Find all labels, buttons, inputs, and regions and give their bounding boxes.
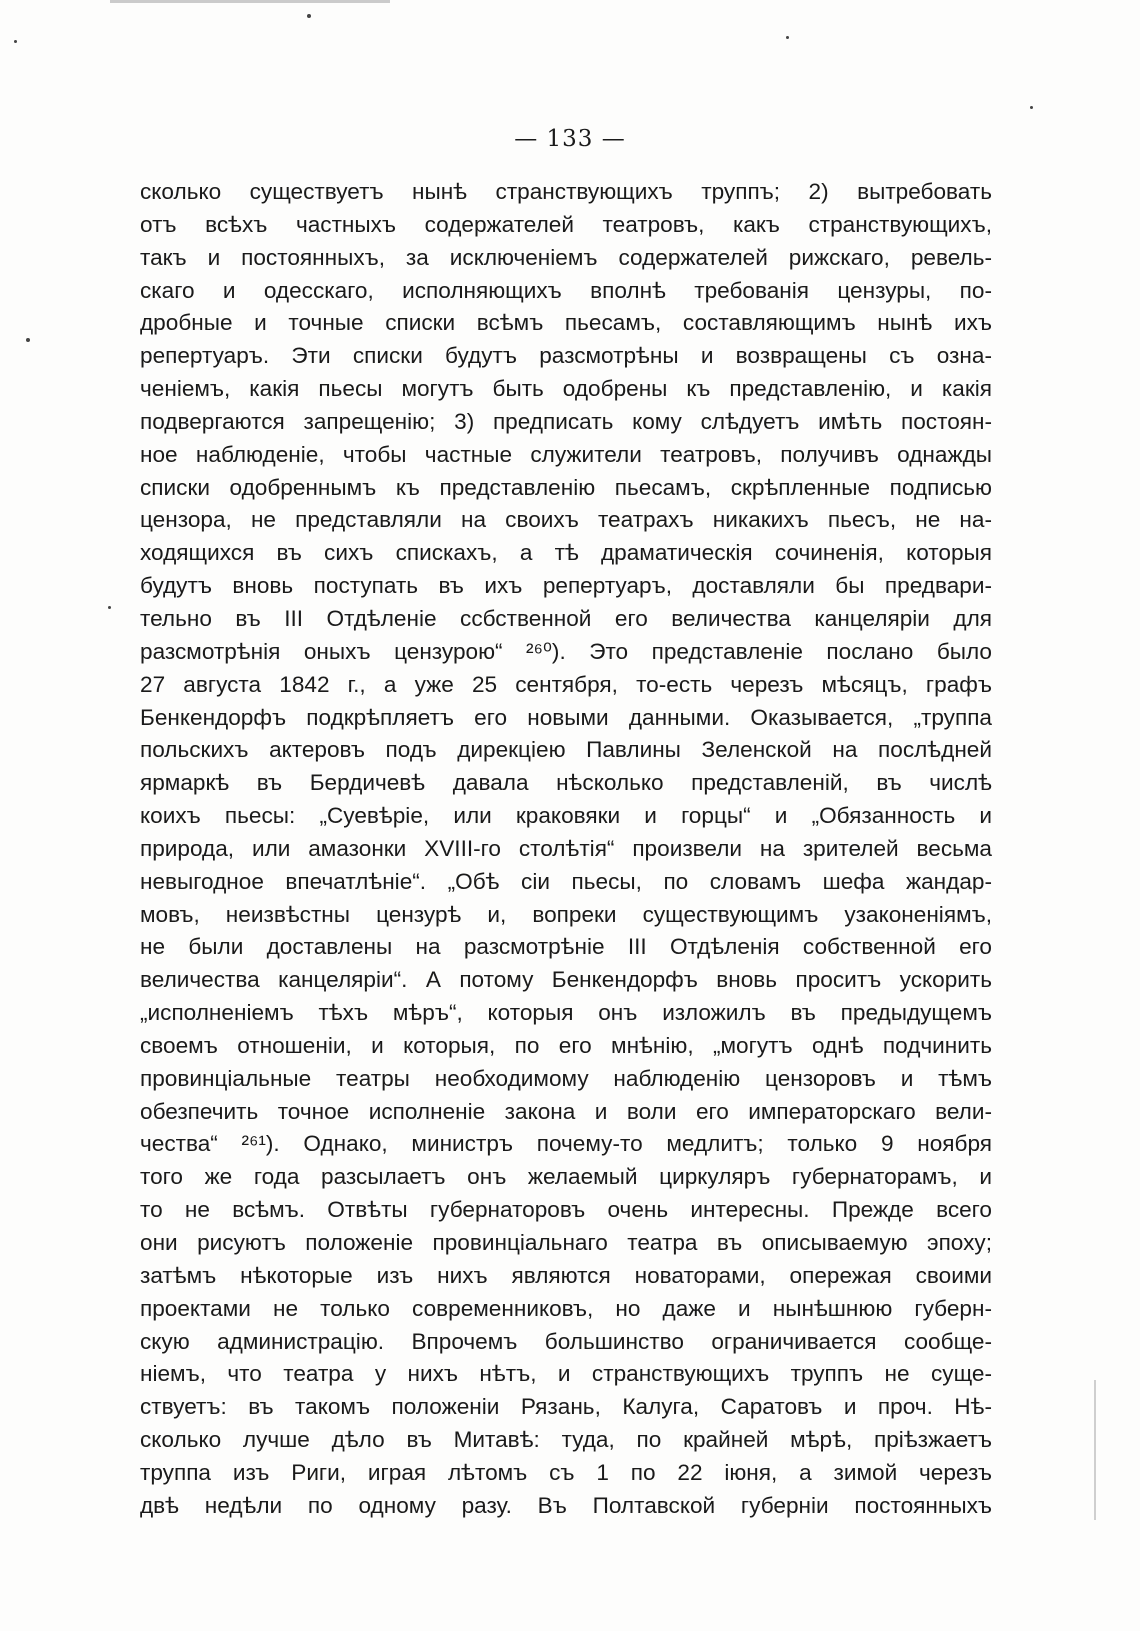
- scan-edge-mark: [1094, 1380, 1096, 1520]
- text-line: проектами не только современниковъ, но даже и нынѣшнюю губерн-: [140, 1295, 992, 1321]
- text-line: цензора, не представляли на своихъ театрахъ никакихъ пьесъ, не на-: [140, 507, 992, 533]
- text-line: подвергаются запрещенію; 3) предписать кому слѣдуетъ имѣть постоян-: [140, 408, 992, 434]
- text-line: отъ всѣхъ частныхъ содержателей театровъ, какъ странствующихъ,: [140, 211, 992, 237]
- text-line: такъ и постоянныхъ, за исключеніемъ содержателей рижскаго, ревель-: [140, 244, 992, 270]
- text-line: скую администрацію. Впрочемъ большинство ограничивается сообще-: [140, 1328, 992, 1354]
- text-line: коихъ пьесы: „Суевѣріе, или краковяки и горцы“ и „Обязанность и: [140, 803, 992, 829]
- text-line: двѣ недѣли по одному разу. Въ Полтавской губерніи постоянныхъ: [140, 1492, 992, 1518]
- scan-speck: [1030, 106, 1033, 109]
- text-line: „исполненіемъ тѣхъ мѣръ“, которыя онъ изложилъ въ предыдущемъ: [140, 1000, 992, 1026]
- text-line: списки одобреннымъ къ представленію пьесамъ, скрѣпленные подписью: [140, 474, 992, 500]
- top-edge-rule: [110, 0, 390, 3]
- scan-speck: [108, 606, 111, 609]
- text-line: будутъ вновь поступать въ ихъ репертуаръ, доставляли бы предвари-: [140, 573, 992, 599]
- text-line: скаго и одесскаго, исполняющихъ вполнѣ требованія цензуры, по-: [140, 277, 992, 303]
- text-line: репертуаръ. Эти списки будутъ разсмотрѣны и возвращены съ озна-: [140, 343, 992, 369]
- text-line: обезпечить точное исполненіе закона и воли его императорскаго вели-: [140, 1098, 992, 1124]
- text-line: сколько лучше дѣло въ Митавѣ: туда, по крайней мѣрѣ, пріѣзжаетъ: [140, 1427, 992, 1453]
- text-line: природа, или амазонки XVIII-го столѣтія“ произвели на зрителей весьма: [140, 835, 992, 861]
- text-line: ное наблюденіе, чтобы частные служители театровъ, получивъ однажды: [140, 441, 992, 467]
- text-line: невыгодное впечатлѣніе“. „Обѣ сіи пьесы, по словамъ шефа жандар-: [140, 868, 992, 894]
- text-line: 27 августа 1842 г., а уже 25 сентября, то-есть черезъ мѣсяцъ, графъ: [140, 671, 992, 697]
- text-line: сколько существуетъ нынѣ странствующихъ труппъ; 2) вытребовать: [140, 179, 992, 204]
- text-line: величества канцеляріи“. А потому Бенкендорфъ вновь проситъ ускорить: [140, 967, 992, 993]
- text-line: того же года разсылаетъ онъ желаемый циркуляръ губернаторамъ, и: [140, 1164, 992, 1190]
- text-line: польскихъ актеровъ подъ дирекціею Павлины Зеленской на послѣдней: [140, 737, 992, 763]
- text-line: ніемъ, что театра у нихъ нѣтъ, и странствующихъ труппъ не суще-: [140, 1361, 992, 1387]
- text-line: дробные и точные списки всѣмъ пьесамъ, составляющимъ нынѣ ихъ: [140, 310, 992, 336]
- scan-speck: [786, 36, 789, 39]
- text-line: ченіемъ, какія пьесы могутъ быть одобрены къ представленію, и какія: [140, 376, 992, 402]
- text-line: труппа изъ Риги, играя лѣтомъ съ 1 по 22 іюня, а зимой черезъ: [140, 1459, 992, 1485]
- page-number: — 133 —: [514, 126, 626, 152]
- scan-speck: [14, 40, 17, 43]
- scan-speck: [307, 14, 311, 18]
- text-line: провинціальные театры необходимому наблюденію цензоровъ и тѣмъ: [140, 1065, 992, 1091]
- text-line: они рисуютъ положеніе провинціальнаго театра въ описываемую эпоху;: [140, 1230, 992, 1255]
- text-line: тельно въ III Отдѣленіе ссбственной его величества канцеляріи для: [140, 605, 992, 631]
- text-line: затѣмъ нѣкоторые изъ нихъ являются новаторами, опережая своими: [140, 1262, 992, 1288]
- text-line: Бенкендорфъ подкрѣпляетъ его новыми данными. Оказывается, „труппа: [140, 704, 992, 730]
- scan-speck: [26, 338, 30, 342]
- text-line: то не всѣмъ. Отвѣты губернаторовъ очень интересны. Прежде всего: [140, 1197, 992, 1223]
- text-line: разсмотрѣнія оныхъ цензурою“ ²⁶⁰). Это представленіе послано было: [140, 638, 992, 664]
- text-line: ствуетъ: въ такомъ положеніи Рязань, Калуга, Саратовъ и проч. Нѣ-: [140, 1394, 992, 1420]
- text-line: мовъ, неизвѣстны цензурѣ и, вопреки существующимъ узаконеніямъ,: [140, 901, 992, 927]
- text-line: своемъ отношеніи, и которыя, по его мнѣнію, „могутъ однѣ подчинить: [140, 1032, 992, 1058]
- text-line: чества“ ²⁶¹). Однако, министръ почему-то медлитъ; только 9 ноября: [140, 1131, 992, 1157]
- text-line: ярмаркѣ въ Бердичевѣ давала нѣсколько представленій, въ числѣ: [140, 770, 992, 796]
- text-line: ходящихся въ сихъ спискахъ, а тѣ драматическія сочиненія, которыя: [140, 540, 992, 566]
- text-line: не были доставлены на разсмотрѣніе III Отдѣленія собственной его: [140, 934, 992, 960]
- body-text: [140, 176, 992, 1523]
